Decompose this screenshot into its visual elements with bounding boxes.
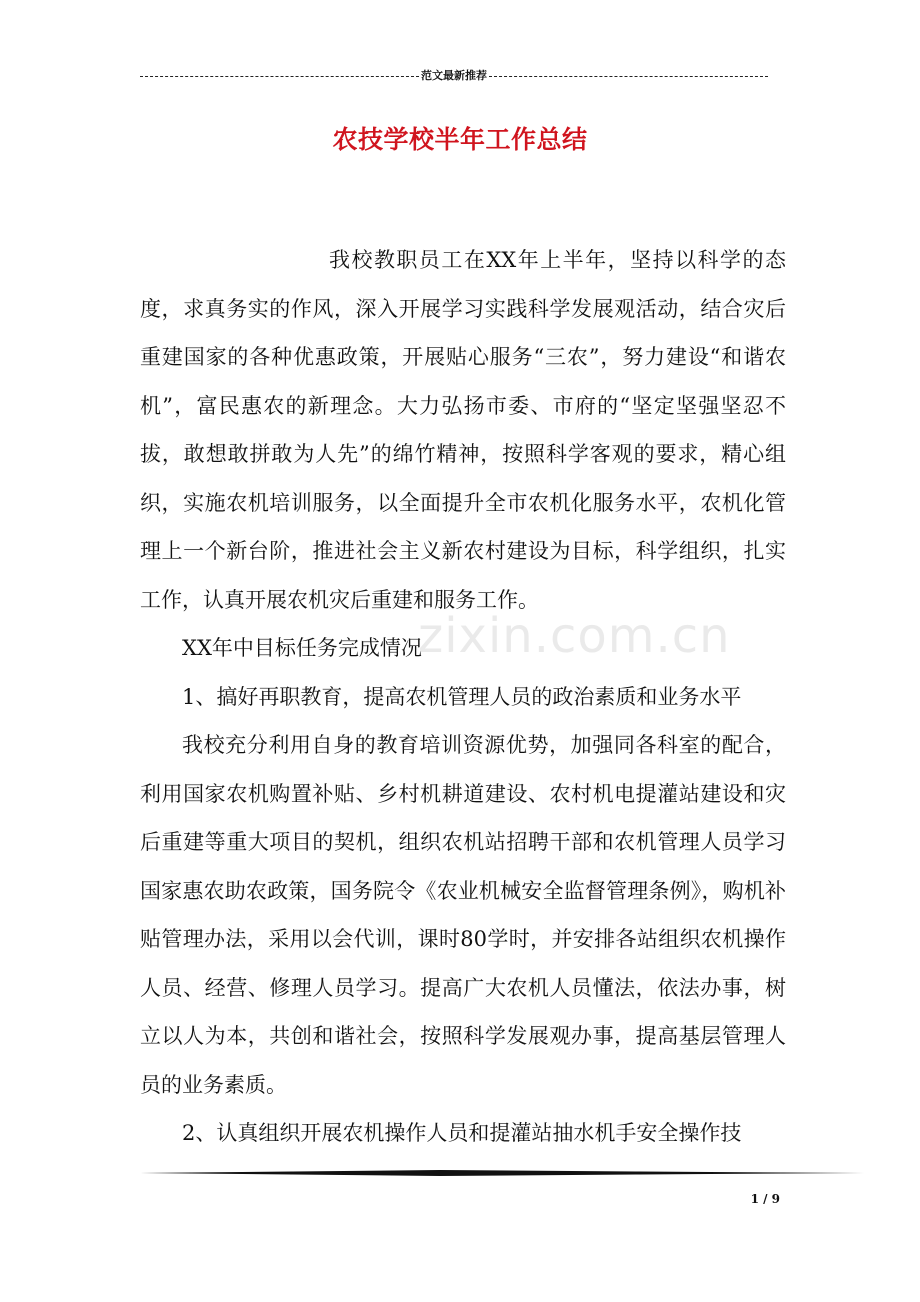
paragraph-item-2-heading: 2、认真组织开展农机操作人员和提灌站抽水机手安全操作技 [182, 1121, 742, 1145]
footer-rule [140, 1166, 864, 1180]
paragraph-item-1-body: 我校充分利用自身的教育培训资源优势，加强同各科室的配合，利用国家农机购置补贴、乡村机耕道建设、农村机电提灌站建设和灾后重建等重大项目的契机，组织农机站招聘干部和农机管理人员学习国家惠农助农政策，国务院令《农业机械安全监督管理条例》，购机补贴管理办法，采用以会代训，课时80学时，并安排各站组织农机操作人员、经营、修理人员学习。提高广大农机人员懂法，依法办事，树立以人为本，共创和谐社会，按照科学发展观办事，提高基层管理人员的业务素质。 [140, 733, 786, 1097]
paragraph-intro: 我校教职员工在XX年上半年，坚持以科学的态度，求真务实的作风，深入开展学习实践科学发展观活动，结合灾后重建国家的各种优惠政策，开展贴心服务“三农”，努力建设“和谐农机”，富民惠农的新理念。大力弘扬市委、市府的“坚定坚强坚忍不拔，敢想敢拼敢为人先”的绵竹精神，按照科学客观的要求，精心组织，实施农机培训服务，以全面提升全市农机化服务水平，农机化管理上一个新台阶，推进社会主义新农村建设为目标，科学组织，扎实工作，认真开展农机灾后重建和服务工作。 [140, 248, 786, 612]
paragraph-section-heading: XX年中目标任务完成情况 [182, 636, 422, 660]
document-title: 农技学校半年工作总结 [332, 125, 588, 154]
header-label: 范文最新推荐 [421, 69, 487, 82]
page-header [140, 68, 768, 84]
header-dash-right [489, 76, 768, 77]
document-body [140, 236, 786, 1158]
watermark: zixin.com.cn [418, 608, 731, 664]
paragraph-item-1-heading: 1、搞好再职教育，提高农机管理人员的政治素质和业务水平 [182, 684, 742, 709]
page-number: 1 / 9 [750, 1192, 780, 1206]
header-dash-left [140, 76, 419, 77]
